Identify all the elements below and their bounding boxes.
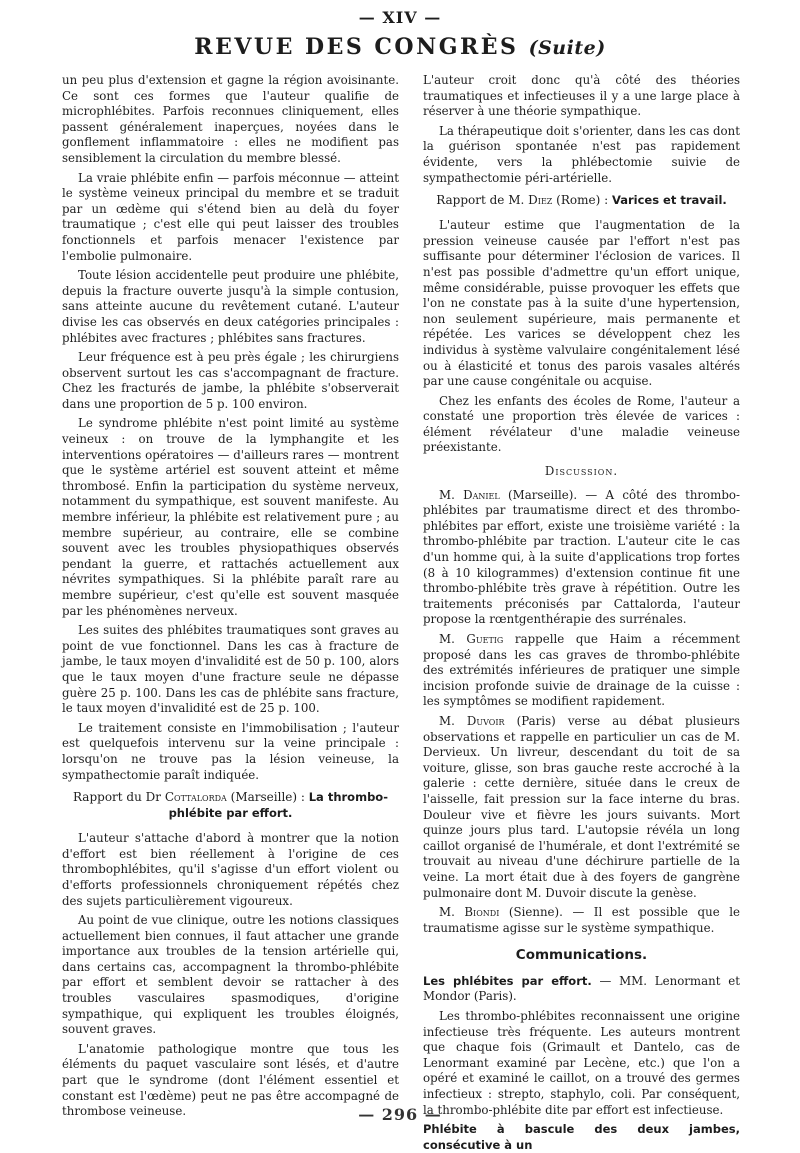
paragraph: L'auteur croit donc qu'à côté des théories traumatiques et infectieuses il y a une large place à réserver à une théorie sympathique. xyxy=(423,73,740,119)
rapport-title: Varices et travail. xyxy=(611,193,727,208)
paragraph: La thérapeutique doit s'orienter, dans les cas dont la guérison spontanée n'est pas rapidement évidente, vers la phlébectomie suivie de sympathectomie péri-artérielle. xyxy=(423,123,740,185)
paragraph: L'auteur s'attache d'abord à montrer que la notion d'effort est bien réellement à l'origine de ces thrombophlébites, qu'il s'agisse d'un effort violent ou d'efforts professionnels chroniquement répétés chez des sujets particulièrement vigoureux. xyxy=(62,831,399,908)
speaker-name: M. Daniel xyxy=(439,487,500,502)
paragraph: Toute lésion accidentelle peut produire une phlébite, depuis la fracture ouverte jusqu'à la simple contusion, sans atteinte aucune du revêtement cutané. L'auteur divise les cas observés en deux catégories principales : phlébites avec fractures ; phlébites sans fractures. xyxy=(62,268,399,345)
paragraph: Les suites des phlébites traumatiques sont graves au point de vue fonctionnel. Dans les cas à fracture de jambe, le taux moyen d'invalidité est de 50 p. 100, alors que le taux moyen d'une fracture seule ne dépasse guère 25 p. 100. Dans les cas de phlébite sans fracture, le taux moyen d'invalidité est de 25 p. 100. xyxy=(62,623,399,716)
speaker-text: (Paris) verse au débat plusieurs observations et rappelle en particulier un cas de M. Dervieux. Un livreur, descendant du toit de sa voiture, glisse, son bras gauche reste accroché à la galerie : cette dernière, située dans le creux de l'aisselle, fait pression sur la face interne du bras. Douleur vive et fièvre les jours suivants. Mort quinze jours plus tard. L'autopsie révéla un long caillot organisé de l'humérale, et dont l'extrémité se trouvait au niveau d'une déchirure partielle de la veine. La mort était due à des foyers de gangrène pulmonaire dont M. Duvoir discute la genèse. xyxy=(423,713,740,900)
paragraph: Au point de vue clinique, outre les notions classiques actuellement bien connues, il faut attacher une grande importance aux troubles de la tension artérielle qui, dans certains cas, accompagnent la thrombo-phlébite par effort et semblent devoir se rattacher à des troubles vasculaires spasmodiques, d'origine sympathique, qui expliquent les troubles éloignés, souvent graves. xyxy=(62,913,399,1037)
left-column xyxy=(62,73,399,1119)
communication-entry xyxy=(423,974,740,1005)
running-title-text: REVUE DES CONGRÈS xyxy=(194,34,519,60)
speaker-name: M. Guetig xyxy=(439,632,504,646)
communication-authors: — MM. Lenormant et Mondor (Paris). xyxy=(423,973,740,1004)
rapport-heading-diez xyxy=(423,192,740,208)
rapport-city: (Marseille) : xyxy=(226,790,309,805)
communication-title: Les phlébites par effort. xyxy=(423,973,592,988)
paragraph: Le syndrome phlébite n'est point limité au système veineux : on trouve de la lymphangite et les interventions opératoires — d'ailleurs rares — montrent que le système artériel est souvent atteint et même thrombosé. Enfin la participation du système nerveux, notamment du sympathique, est souvent manifeste. Au membre inférieur, la phlébite est relativement pure ; au membre supérieur, au contraire, elle se combine souvent avec les troubles physiopathiques observés pendant la guerre, et rattachés actuellement aux névrites sympathiques. Si la phlébite paraît rare au membre supérieur, c'est qu'elle est souvent masquée par les phénomènes nerveux. xyxy=(62,416,399,618)
speaker-name: M. Biondi xyxy=(439,905,500,920)
rapport-prefix: Rapport du Dr xyxy=(73,790,165,805)
discussion-entry xyxy=(423,488,740,628)
rapport-title: La thrombo-phlébite par effort. xyxy=(168,790,388,821)
rapport-author: Diez xyxy=(528,193,553,208)
running-title-suite: (Suite) xyxy=(528,37,606,59)
paragraph: Les thrombo-phlébites reconnaissent une origine infectieuse très fréquente. Les auteurs montrent que chaque fois (Grimault et Dantelo, cas de Lenormant examiné par Lecène, etc.) que l'on a opéré et examiné le caillot, on a trouvé des germes infectieux : strepto, staphylo, coli. Par conséquent, la thrombo-phlébite dite par effort est infectieuse. xyxy=(423,1009,740,1117)
speaker-text: rappelle que Haim a récemment proposé dans les cas graves de thrombo-phlébite des extrémités inférieures de pratiquer une simple incision profonde suivie de drainage de la cuisse : les symptômes se modifient rapidement. xyxy=(423,632,740,709)
communications-heading: Communications. xyxy=(515,947,648,964)
discussion-heading: Discussion. xyxy=(544,464,619,479)
folio-roman: — XIV — xyxy=(358,8,442,27)
paragraph: L'anatomie pathologique montre que tous les éléments du paquet vasculaire sont lésés, et d'autre part que le syndrome (dont l'élément essentiel et constant est l'œdème) peut ne pas être accompagné de thrombose veineuse. xyxy=(62,1041,399,1119)
paragraph: un peu plus d'extension et gagne la région avoisinante. Ce sont ces formes que l'auteur qualifie de microphlébites. Parfois reconnues cliniquement, elles passent généralement inaperçues, noyées dans le gonflement inflammatoire : elles ne modifient pas sensiblement la circulation du membre blessé. xyxy=(62,73,399,165)
rapport-author: Cottalorda xyxy=(164,790,227,805)
speaker-text: (Sienne). — Il est possible que le traumatisme agisse sur le système sympathique. xyxy=(423,905,740,935)
paragraph: La vraie phlébite enfin — parfois méconnue — atteint le système veineux principal du membre et se traduit par un œdème qui s'étend bien au delà du foyer traumatique ; c'est elle qui peut laisser des troubles fonctionnels et parfois menacer l'existence par l'embolie pulmonaire. xyxy=(62,170,399,263)
right-column xyxy=(423,73,740,1152)
paragraph: Le traitement consiste en l'immobilisation ; l'auteur est quelquefois intervenu sur la veine principale : lorsqu'on ne trouve pas la lésion veineuse, la sympathectomie paraît indiquée. xyxy=(62,720,399,782)
speaker-name: M. Duvoir xyxy=(439,713,505,728)
discussion-entry xyxy=(423,714,740,901)
page-number: — 296 — xyxy=(358,1105,442,1124)
paragraph: L'auteur estime que l'augmentation de la pression veineuse causée par l'effort n'est pas suffisante pour déterminer l'éclosion de varices. Il n'est pas possible d'admettre qu'un effort unique, même considérable, puisse provoquer les effets que l'on ne constate pas à la suite d'une hypertension, non seulement supérieure, mais permanente et répétée. Les varices se développent chez les individus à système valvulaire congénitalement lésé ou à élasticité et tonus des parois vasales altérés par une cause congénitale ou acquise. xyxy=(423,218,740,389)
paragraph: Leur fréquence est à peu près égale ; les chirurgiens observent surtout les cas s'accompagnant de fracture. Chez les fracturés de jambe, la phlébite s'observerait dans une proportion de 5 p. 100 environ. xyxy=(62,350,399,411)
rapport-city: (Rome) : xyxy=(552,193,612,208)
rapport-heading-cottalorda xyxy=(62,789,399,821)
speaker-text: (Marseille). — A côté des thrombo-phlébites par traumatisme direct et des thrombo-phlébites par effort, existe une troisième variété : la thrombo-phlébite par traction. L'auteur cite le cas d'un homme qui, à la suite d'applications trop fortes (8 à 10 kilogrammes) d'extension continue fit une thrombo-phlébite très grave à répétition. Outre les traitements préconisés par Cattalorda, l'auteur propose la rœntgenthérapie des surrénales. xyxy=(423,487,740,627)
discussion-entry xyxy=(423,632,740,710)
discussion-entry xyxy=(423,905,740,936)
running-title xyxy=(0,34,800,60)
communication-title: Phlébite à bascule des deux jambes, consécutive à un xyxy=(423,1122,740,1152)
rapport-prefix: Rapport de M. xyxy=(436,193,529,208)
communication-entry xyxy=(423,1122,740,1153)
paragraph: Chez les enfants des écoles de Rome, l'auteur a constaté une proportion très élevée de varices : élément révélateur d'une maladie veineuse préexistante. xyxy=(423,393,740,455)
